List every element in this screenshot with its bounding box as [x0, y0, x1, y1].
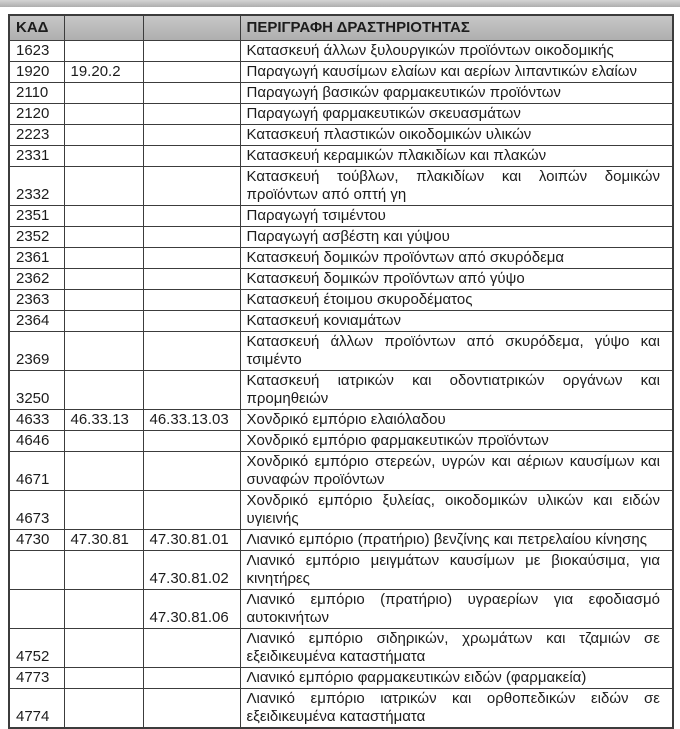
sub-code-cell	[64, 551, 143, 590]
table-row	[9, 452, 673, 491]
kad-code-cell: 2352	[9, 227, 64, 248]
activity-description-cell: Λιανικό εμπόριο μειγμάτων καυσίμων με βιοκαύσιμα, για κινητήρες	[240, 551, 673, 590]
table-row	[9, 371, 673, 410]
sub-sub-code-cell: 47.30.81.02	[143, 551, 240, 590]
sub-code-cell	[64, 311, 143, 332]
kad-code-cell	[9, 551, 64, 590]
kad-code-cell	[9, 590, 64, 629]
table-row	[9, 332, 673, 371]
activity-description-cell: Λιανικό εμπόριο φαρμακευτικών ειδών (φαρμακεία)	[240, 668, 673, 689]
sub-code-cell: 46.33.13	[64, 410, 143, 431]
activity-description-cell: Κατασκευή πλαστικών οικοδομικών υλικών	[240, 125, 673, 146]
sub-sub-code-cell: 47.30.81.01	[143, 530, 240, 551]
kad-code-cell: 2331	[9, 146, 64, 167]
sub-code-cell	[64, 371, 143, 410]
activity-description-cell: Παραγωγή τσιμέντου	[240, 206, 673, 227]
previous-element-bottom-edge	[0, 0, 680, 7]
activity-description-cell: Χονδρικό εμπόριο ελαιόλαδου	[240, 410, 673, 431]
table-row	[9, 290, 673, 311]
sub-code-cell	[64, 290, 143, 311]
kad-code-cell: 4633	[9, 410, 64, 431]
sub-sub-code-cell: 47.30.81.06	[143, 590, 240, 629]
table-row	[9, 410, 673, 431]
activity-description-cell: Λιανικό εμπόριο ιατρικών και ορθοπεδικών ειδών σε εξειδικευμένα καταστήματα	[240, 689, 673, 729]
kad-code-cell: 4673	[9, 491, 64, 530]
sub-code-cell	[64, 167, 143, 206]
activity-description-cell: Χονδρικό εμπόριο ξυλείας, οικοδομικών υλικών και ειδών υγιεινής	[240, 491, 673, 530]
sub-sub-code-cell	[143, 689, 240, 729]
activity-description-cell: Λιανικό εμπόριο (πρατήριο) βενζίνης και πετρελαίου κίνησης	[240, 530, 673, 551]
sub-sub-code-cell	[143, 431, 240, 452]
kad-code-cell: 4774	[9, 689, 64, 729]
table-row	[9, 125, 673, 146]
kad-code-cell: 2223	[9, 125, 64, 146]
sub-sub-code-cell	[143, 629, 240, 668]
kad-code-cell: 2120	[9, 104, 64, 125]
sub-sub-code-cell	[143, 125, 240, 146]
sub-sub-code-cell	[143, 668, 240, 689]
sub-code-cell	[64, 269, 143, 290]
activity-description-cell: Λιανικό εμπόριο σιδηρικών, χρωμάτων και τζαμιών σε εξειδικευμένα καταστήματα	[240, 629, 673, 668]
table-row	[9, 491, 673, 530]
sub-code-cell	[64, 629, 143, 668]
kad-code-cell: 2369	[9, 332, 64, 371]
kad-code-cell: 2332	[9, 167, 64, 206]
sub-sub-code-cell	[143, 290, 240, 311]
activity-description-cell: Κατασκευή ιατρικών και οδοντιατρικών οργάνων και προμηθειών	[240, 371, 673, 410]
sub-code-cell	[64, 431, 143, 452]
table-row	[9, 146, 673, 167]
activity-description-cell: Κατασκευή κονιαμάτων	[240, 311, 673, 332]
kad-code-cell: 4646	[9, 431, 64, 452]
table-row	[9, 248, 673, 269]
sub-code-cell: 19.20.2	[64, 62, 143, 83]
sub-code-cell	[64, 125, 143, 146]
sub-sub-code-cell	[143, 146, 240, 167]
kad-code-cell: 3250	[9, 371, 64, 410]
sub-code-cell	[64, 689, 143, 729]
table-row	[9, 83, 673, 104]
kad-code-cell: 2110	[9, 83, 64, 104]
sub-sub-code-cell	[143, 452, 240, 491]
kad-code-cell: 1920	[9, 62, 64, 83]
table-row	[9, 551, 673, 590]
table-row	[9, 668, 673, 689]
sub-sub-code-cell	[143, 83, 240, 104]
sub-code-cell	[64, 227, 143, 248]
kad-code-cell: 4671	[9, 452, 64, 491]
sub-code-cell	[64, 104, 143, 125]
kad-code-cell: 2363	[9, 290, 64, 311]
activity-description-cell: Παραγωγή βασικών φαρμακευτικών προϊόντων	[240, 83, 673, 104]
sub-sub-code-cell	[143, 167, 240, 206]
table-row	[9, 269, 673, 290]
activity-description-cell: Κατασκευή κεραμικών πλακιδίων και πλακών	[240, 146, 673, 167]
sub-code-cell	[64, 668, 143, 689]
sub-sub-code-cell	[143, 491, 240, 530]
column-header-description: ΠΕΡΙΓΡΑΦΗ ΔΡΑΣΤΗΡΙΟΤΗΤΑΣ	[240, 15, 673, 41]
sub-sub-code-cell	[143, 269, 240, 290]
sub-code-cell	[64, 332, 143, 371]
kad-code-cell: 1623	[9, 41, 64, 62]
column-header-kad: ΚΑΔ	[9, 15, 64, 41]
activity-description-cell: Χονδρικό εμπόριο φαρμακευτικών προϊόντων	[240, 431, 673, 452]
table-row	[9, 689, 673, 729]
sub-sub-code-cell	[143, 41, 240, 62]
table-row	[9, 167, 673, 206]
activity-description-cell: Παραγωγή καυσίμων ελαίων και αερίων λιπαντικών ελαίων	[240, 62, 673, 83]
table-row	[9, 227, 673, 248]
kad-code-cell: 4752	[9, 629, 64, 668]
table-row	[9, 206, 673, 227]
activity-description-cell: Κατασκευή δομικών προϊόντων από γύψο	[240, 269, 673, 290]
sub-sub-code-cell	[143, 104, 240, 125]
table-row	[9, 311, 673, 332]
sub-code-cell: 47.30.81	[64, 530, 143, 551]
sub-sub-code-cell	[143, 311, 240, 332]
table-body	[9, 41, 673, 729]
table-row	[9, 41, 673, 62]
activity-description-cell: Κατασκευή άλλων ξυλουργικών προϊόντων οικοδομικής	[240, 41, 673, 62]
table-row	[9, 104, 673, 125]
sub-sub-code-cell	[143, 332, 240, 371]
sub-sub-code-cell	[143, 227, 240, 248]
sub-code-cell	[64, 452, 143, 491]
sub-code-cell	[64, 248, 143, 269]
sub-sub-code-cell	[143, 206, 240, 227]
column-header-subcode	[64, 15, 143, 41]
activity-description-cell: Κατασκευή δομικών προϊόντων από σκυρόδεμα	[240, 248, 673, 269]
sub-code-cell	[64, 41, 143, 62]
activity-description-cell: Κατασκευή τούβλων, πλακιδίων και λοιπών δομικών προϊόντων από οπτή γη	[240, 167, 673, 206]
header-row	[9, 15, 673, 41]
kad-code-cell: 2362	[9, 269, 64, 290]
activity-description-cell: Λιανικό εμπόριο (πρατήριο) υγραερίων για εφοδιασμό αυτοκινήτων	[240, 590, 673, 629]
activity-description-cell: Παραγωγή ασβέστη και γύψου	[240, 227, 673, 248]
kad-code-cell: 4730	[9, 530, 64, 551]
kad-code-cell: 2364	[9, 311, 64, 332]
kad-activity-table	[8, 14, 674, 729]
sub-sub-code-cell	[143, 62, 240, 83]
sub-sub-code-cell	[143, 371, 240, 410]
kad-code-cell: 4773	[9, 668, 64, 689]
sub-code-cell	[64, 83, 143, 104]
sub-sub-code-cell: 46.33.13.03	[143, 410, 240, 431]
sub-code-cell	[64, 146, 143, 167]
table-row	[9, 431, 673, 452]
activity-description-cell: Χονδρικό εμπόριο στερεών, υγρών και αέριων καυσίμων και συναφών προϊόντων	[240, 452, 673, 491]
table-row	[9, 590, 673, 629]
table-row	[9, 62, 673, 83]
kad-code-cell: 2351	[9, 206, 64, 227]
sub-code-cell	[64, 590, 143, 629]
sub-sub-code-cell	[143, 248, 240, 269]
sub-code-cell	[64, 206, 143, 227]
kad-code-cell: 2361	[9, 248, 64, 269]
column-header-subsubcode	[143, 15, 240, 41]
activity-description-cell: Κατασκευή άλλων προϊόντων από σκυρόδεμα, γύψο και τσιμέντο	[240, 332, 673, 371]
activity-description-cell: Παραγωγή φαρμακευτικών σκευασμάτων	[240, 104, 673, 125]
sub-code-cell	[64, 491, 143, 530]
table-row	[9, 530, 673, 551]
activity-description-cell: Κατασκευή έτοιμου σκυροδέματος	[240, 290, 673, 311]
table-row	[9, 629, 673, 668]
